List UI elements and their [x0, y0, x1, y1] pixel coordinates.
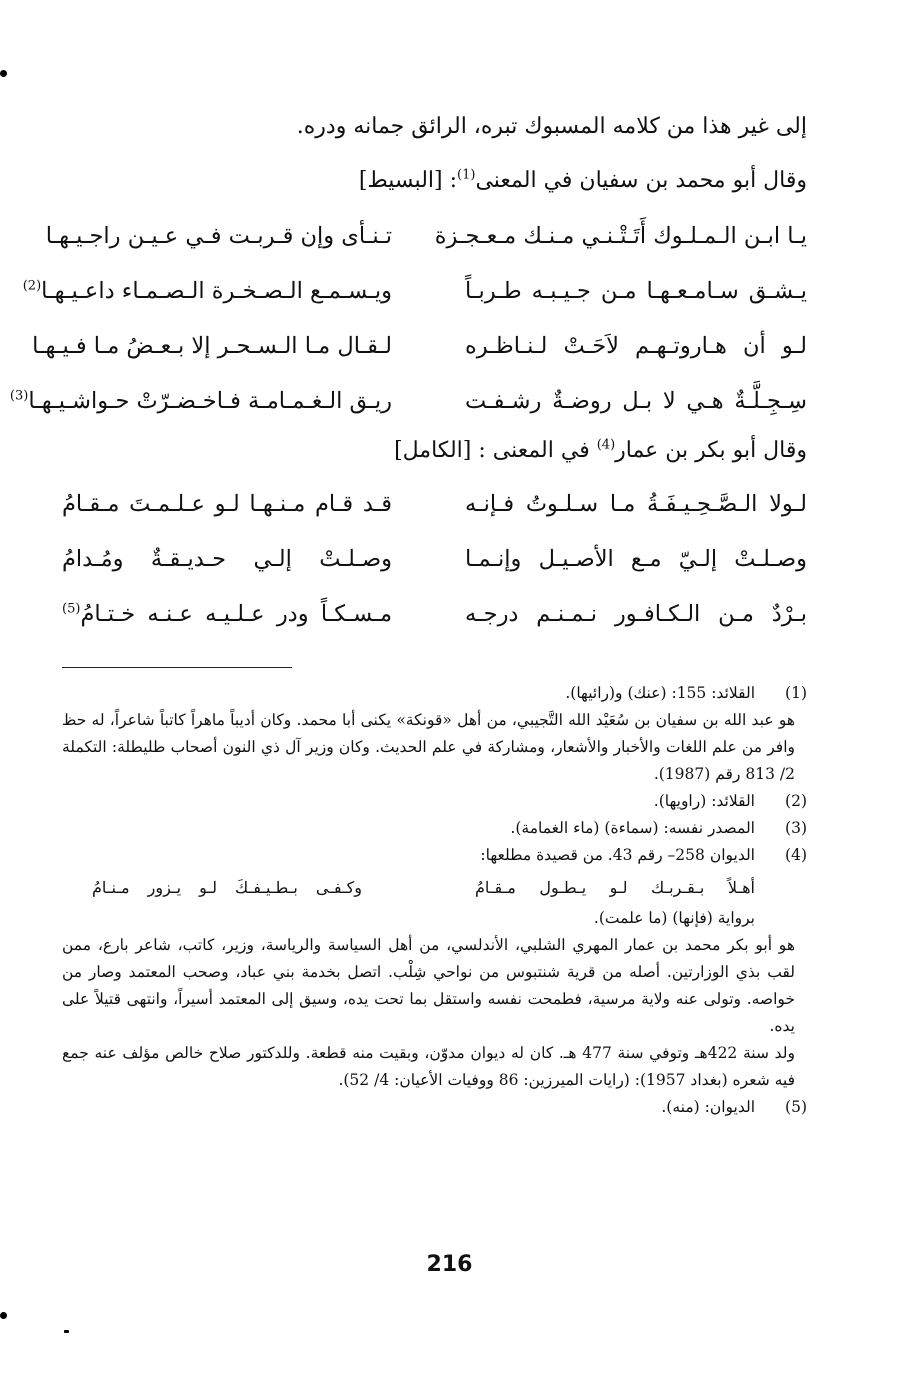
verse-sadr: يـا ابـن الـمـلـوك أَتَـتْـنـي مـنـك مـعـجـزة [434, 222, 807, 249]
page-number: 216 [426, 1252, 473, 1277]
verse-line [32, 318, 807, 373]
footnote-ref: (3) [9, 388, 29, 403]
footnote-3 [62, 815, 807, 842]
verse-ajuz [9, 387, 392, 414]
verse-sadr: سِـجِـلَّـةٌ هـي لا بـل روضـةٌ رشـفـت [465, 387, 807, 414]
meter-label: : [البسيط] [358, 168, 458, 193]
footnote-separator [62, 667, 292, 668]
verse-ajuz: وكـفـى بـطـيـفـكَ لـو يـزور مـنـامُ [92, 877, 362, 897]
prose-line-1: إلى غير هذا من كلامه المسبوك تبره، الرائق جمانه ودره. [296, 114, 807, 139]
verse-ajuz-text: وصـلـتْ إلـي حـديـقـةٌ ومُـدامُ [62, 545, 392, 572]
footnote-1 [62, 680, 807, 707]
verse-ajuz-text: لـقـال مـا الـسـحـر إلا بـعـضُ مـا فـيـهـا [32, 332, 392, 359]
footnote-text: المصدر نفسه: (سماءة) (ماء الغمامة). [510, 819, 755, 837]
verse-ajuz [62, 546, 392, 572]
poem-2 [62, 476, 807, 641]
footnote-4 [62, 842, 807, 869]
verse-line [62, 531, 807, 586]
verse-sadr: لـولا الـصَّـحِـيـفَـةُ مـا سـلـوتُ فـإنـه [465, 490, 807, 517]
verse-sadr: وصـلـتْ إلـيّ مـع الأصـيـل وإنـمـا [465, 545, 807, 572]
page-body [9, 100, 807, 1121]
verse-line [9, 373, 807, 428]
verse-ajuz [45, 222, 392, 249]
footnote-text: الديوان 258– رقم 43. من قصيدة مطلعها: [480, 846, 755, 864]
verse-ajuz [22, 277, 392, 304]
footnote-2 [62, 788, 807, 815]
verse-ajuz-text: قـد قـام مـنـهـا لـو عـلـمـتَ مـقـامُ [62, 490, 392, 517]
footnote-number: (2) [785, 792, 807, 810]
verse-ajuz [32, 332, 392, 359]
verse-ajuz-text: تـنـأى وإن قـربـت فـي عـيـن راجـيـهـا [45, 222, 392, 249]
footnote-number: (1) [785, 684, 807, 702]
verse-sadr: لـو أن هـاروتـهـم لاَحَـتْ لـنـاظـره [465, 332, 807, 359]
verse-sadr: بـرْدٌ مـن الـكـافـور نـمـنـم درجـه [465, 600, 807, 627]
verse-line [62, 586, 807, 641]
footnote-4-bio-2: ولد سنة 422هـ وتوفي سنة 477 هـ. كان له ديوان مدوّن، وبقيت منه قطعة. وللدكتور صلاح خالص مؤلف عنه جمع فيه شعره (بغداد 1957): (رايات الميرزين: 86 ووفيات الأعيان: 4/ 52). [62, 1044, 795, 1089]
verse-line [62, 476, 807, 531]
verse-ajuz [62, 491, 392, 517]
poem-intro-2 [62, 436, 807, 466]
footnote-4-verse [62, 869, 755, 905]
footnote-number: (4) [785, 846, 807, 864]
footnotes [62, 680, 807, 1121]
footnote-ref: (1) [457, 167, 476, 183]
footnote-1-bio: هو عبد الله بن سفيان بن سُعَيْد الله التَّجيبي، من أهل «قونكة» يكنى أبا محمد. وكان أديباً ماهراً كاتباً شاعراً، له حظ وافر من علم اللغات والأخبار والأشعار، ومشاركة في علم الحديث. وكان وزير آل ذي النون أصحاب طليطلة: التكملة 2/ 813 رقم (1987). [62, 711, 795, 783]
verse-line [45, 208, 807, 263]
footnote-number: (5) [785, 1098, 807, 1116]
footnote-4-riwaya: برواية (فإنها) (ما علمت). [593, 909, 755, 927]
meter-label: في المعنى : [الكامل] [394, 438, 597, 463]
scan-mark-small [64, 1330, 69, 1333]
verse-sadr: يـشـق سـامـعـهـا مـن جـيـبـه طـربـاً [465, 277, 807, 304]
intro-text: وقال أبو بكر بن عمار [615, 438, 807, 463]
verse-ajuz [62, 601, 392, 627]
footnote-text: الديوان: (منه). [661, 1098, 755, 1116]
poem-intro-1 [62, 166, 807, 196]
footnote-ref: (5) [62, 601, 81, 616]
footnote-ref: (2) [22, 278, 42, 293]
footnote-number: (3) [785, 819, 807, 837]
footnote-text: القلائد: (راويها). [653, 792, 755, 810]
verse-sadr: أهـلاً بـقـربـك لـو يـطـول مـقـامُ [475, 877, 755, 897]
intro-text: وقال أبو محمد بن سفيان في المعنى [475, 168, 807, 193]
scan-mark-bottom [0, 1312, 7, 1319]
footnote-4-bio: هو أبو بكر محمد بن عمار المهري الشلبي، الأندلسي، من أهل السياسة والرياسة، وزير، كاتب، شاعر بارع، ممن لقب بذي الوزارتين. أصله من قرية شنتبوس من نواحي شِلْب. اتصل بخدمة بني عباد، وصحب المعتمد وصار من خواصه. وتولى عنه ولاية مرسية، فطمحت نفسه واستقل بما تحت يده، وسيق إلى المعتمد أسيراً، وانتهى قتيلاً على يده. [62, 936, 795, 1035]
scan-mark-top [0, 70, 7, 77]
footnote-text: القلائد: 155: (عنك) و(رائيها). [565, 684, 755, 702]
footnote-ref: (4) [596, 437, 616, 453]
verse-ajuz-text: مـسـكـاً ودر عـلـيـه عـنـه خـتـامُ [80, 600, 392, 627]
footnote-5 [62, 1094, 807, 1121]
verse-ajuz-text: ويـسـمـع الـصـخـرة الـصـمـاء داعـيـهـا [41, 277, 392, 304]
verse-line [22, 263, 807, 318]
verse-ajuz-text: ريـق الـغـمـامـة فـاخـضـرّتْ حـواشـيـهـا [28, 387, 392, 414]
poem-1 [9, 208, 807, 428]
